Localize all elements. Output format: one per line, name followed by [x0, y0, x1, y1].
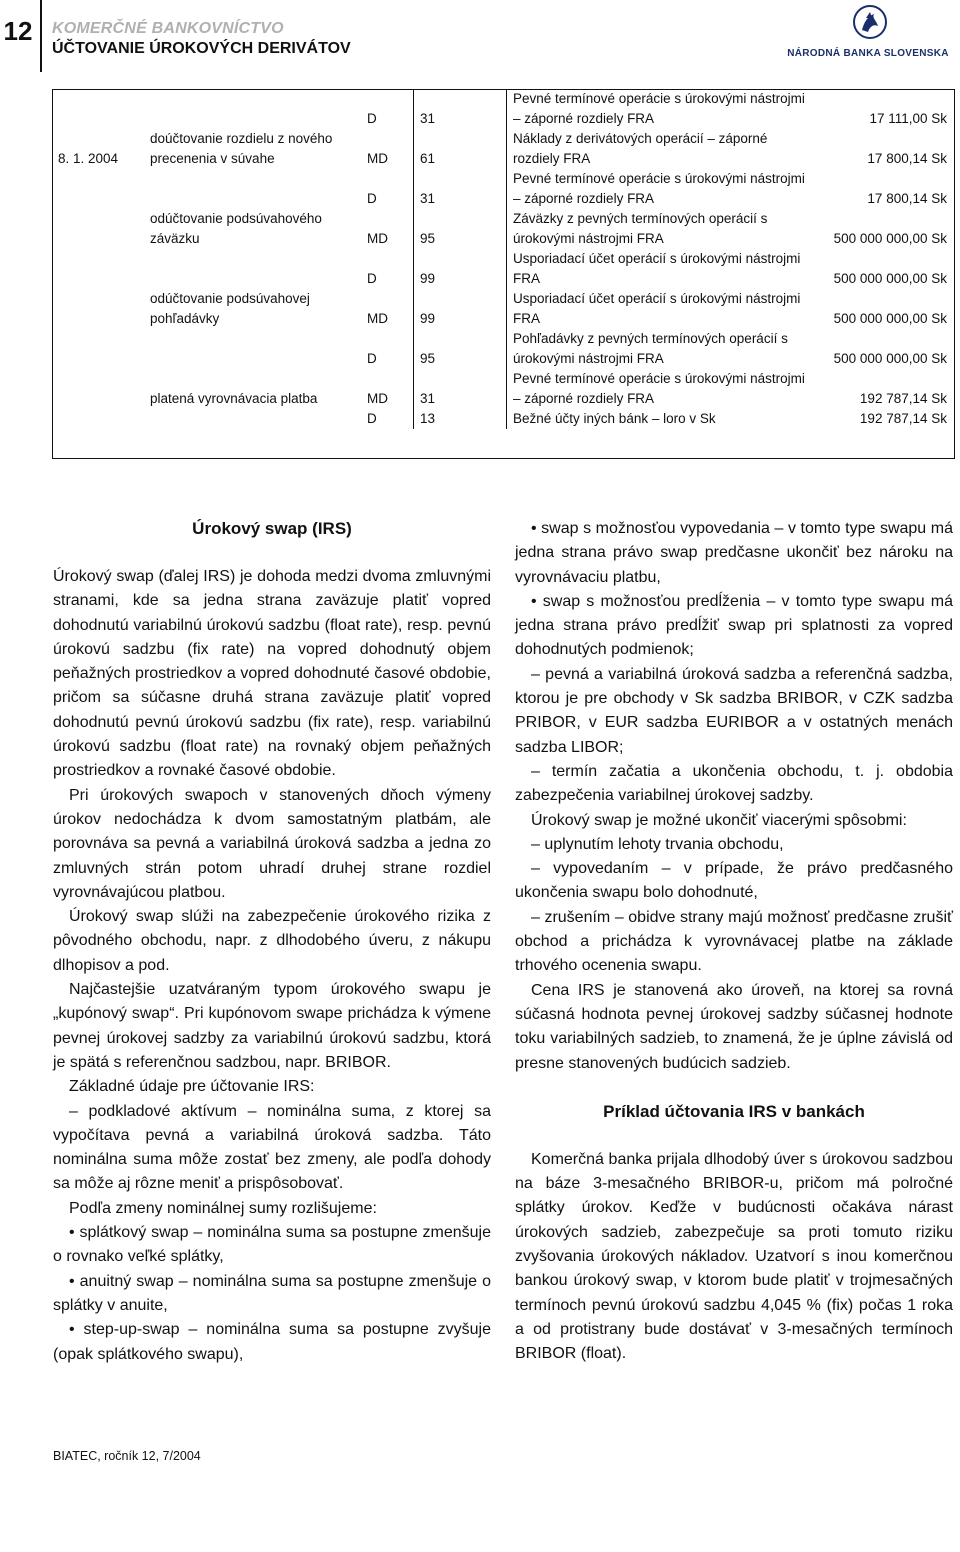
body-paragraph: • anuitný swap – nominálna suma sa postupne zmenšuje o splátky v anuite,: [53, 1272, 491, 1314]
ledger-side: D: [367, 351, 377, 366]
ledger-account: 31: [414, 169, 507, 209]
ledger-account: 95: [414, 329, 507, 369]
body-paragraph: • swap s možnosťou vypovedania – v tomto type swapu má jedna strana právo swap predčasne ukončiť bez nároku na vyrovnávaciu platbu,: [515, 520, 953, 586]
ledger-side: D: [367, 191, 377, 206]
body-paragraph: • splátkový swap – nominálna suma sa postupne zmenšuje o rovnako veľké splátky,: [53, 1224, 491, 1266]
section-subtitle: KOMERČNÉ BANKOVNÍCTVO: [52, 20, 284, 37]
ledger-date: [52, 209, 144, 249]
ledger-row: [52, 89, 955, 129]
ledger-row: [52, 209, 955, 249]
page-title: ÚČTOVANIE ÚROKOVÝCH DERIVÁTOV: [52, 40, 351, 57]
ledger-description: odúčtovanie podsúvahovej pohľadávky: [150, 291, 310, 326]
body-paragraph: Podľa zmeny nominálnej sumy rozlišujeme:: [69, 1199, 377, 1217]
ledger-amount: 17 800,14 Sk: [867, 151, 947, 166]
ledger-table: [52, 89, 955, 429]
footer-citation: BIATEC, ročník 12, 7/2004: [53, 1449, 201, 1463]
ledger-account-name: Záväzky z pevných termínových operácií s úrokovými nástrojmi FRA: [513, 211, 768, 246]
ledger-account: 61: [414, 129, 507, 169]
ledger-date: [52, 169, 144, 209]
ledger-date: 8. 1. 2004: [58, 151, 119, 166]
right-column: [515, 517, 953, 1367]
body-paragraph: – pevná a variabilná úroková sadzba a referenčná sadzba, ktorou je pre obchody v Sk sadzba BRIBOR, v CZK sadzba PRIBOR, v EUR sadzba EURIBOR a v ostatných menách sadzba LIBOR;: [515, 665, 953, 756]
ledger-account: 99: [414, 249, 507, 289]
body-paragraph: Úrokový swap (ďalej IRS) je dohoda medzi dvoma zmluvnými stranami, kde sa jedna strana zaväzuje platiť vopred dohodnutú variabilnú úrokovú sadzbu (float rate), resp. pevnú úrokovú sadzbu (fix rate) na vopred dohodnutý objem peňažných prostriedkov a vopred dohodnuté časové obdobie, pričom sa súčasne druhá strana zaväzuje platiť vopred dohodnutú pevnú úrokovú sadzbu (fix rate), resp. variabilnú úrokovú sadzbu (float rate) na rovnaký objem peňažných prostriedkov a rovnaké časové obdobie.: [53, 568, 491, 780]
ledger-row: [52, 329, 955, 369]
ledger-row: [52, 289, 955, 329]
page-number: 12: [3, 16, 33, 46]
ledger-account-name: Pevné termínové operácie s úrokovými nástrojmi – záporné rozdiely FRA: [513, 371, 805, 406]
ledger-account: 31: [414, 369, 507, 409]
publisher-logo: [780, 4, 956, 68]
ledger-amount: 500 000 000,00 Sk: [833, 351, 947, 366]
body-paragraph: – vypovedaním – v prípade, že právo predčasného ukončenia swapu bolo dohodnuté,: [515, 860, 953, 902]
ledger-account-name: Náklady z derivátových operácií – záporné rozdiely FRA: [513, 131, 768, 166]
ledger-account-name: Pohľadávky z pevných termínových operácií s úrokovými nástrojmi FRA: [513, 331, 788, 366]
ledger-account-name: Pevné termínové operácie s úrokovými nástrojmi – záporné rozdiely FRA: [513, 171, 805, 206]
ledger-amount: 192 787,14 Sk: [859, 411, 947, 426]
ledger-side: D: [367, 411, 377, 426]
left-column: [53, 517, 491, 1367]
example-paragraph: Komerčná banka prijala dlhodobý úver s úrokovou sadzbou na báze 3-mesačného BRIBOR-u, pričom má polročné splátky úrokov. Keďže v budúcnosti očakáva nárast úrokových sadzieb, zabezpečuje sa proti tomuto riziku zvyšovania úrokových nákladov. Uzatvorí s inou komerčnou bankou úrokový swap, v ktorom bude platiť v trojmesačných termínoch pevnú úrokovú sadzbu 4,045 % (fix) počas 1 roka a od protistrany bude dostávať v 3-mesačných termínoch BRIBOR (float).: [515, 1150, 953, 1363]
body-paragraph: Cena IRS je stanovená ako úroveň, na ktorej sa rovná súčasná hodnota pevnej úrokovej sadzby súčasnej hodnote toku variabilných sadzieb, to znamená, že je úplne závislá od presne stanovených budúcich sadzieb.: [515, 981, 953, 1072]
ledger-amount: 192 787,14 Sk: [859, 391, 947, 406]
body-paragraph: – uplynutím lehoty trvania obchodu,: [531, 835, 784, 853]
ledger-side: MD: [367, 231, 388, 246]
ledger-amount: 17 111,00 Sk: [869, 111, 947, 126]
nbs-emblem-icon: [852, 4, 888, 44]
logo-text: NÁRODNÁ BANKA SLOVENSKA: [787, 48, 949, 59]
ledger-description: [144, 89, 361, 129]
ledger-side: MD: [367, 311, 388, 326]
ledger-side: D: [367, 271, 377, 286]
ledger-description: [144, 329, 361, 369]
ledger-amount: 500 000 000,00 Sk: [833, 311, 947, 326]
section-heading-example: Príklad účtovania IRS v bankách: [603, 1101, 865, 1121]
ledger-account: 31: [414, 89, 507, 129]
ledger-description: odúčtovanie podsúvahového záväzku: [150, 211, 322, 246]
body-paragraph: Úrokový swap je možné ukončiť viacerými spôsobmi:: [531, 811, 907, 829]
ledger-account: 13: [414, 409, 507, 429]
body-paragraph: Najčastejšie uzatváraným typom úrokového swapu je „kupónový swap“. Pri kupónovom swape prichádza k výmene pevnej úrokovej sadzby za variabilnú úrokovú sadzbu, ktorá je spätá s referenčnou sadzbou, napr. BRIBOR.: [53, 981, 491, 1071]
body-paragraph: – termín začatia a ukončenia obchodu, t. j. obdobia zabezpečenia variabilnej úrokovej sadzby.: [515, 762, 953, 805]
body-paragraph: – podkladové aktívum – nominálna suma, z ktorej sa vypočítava pevná a variabilná úroková sadzba. Táto nominálna suma môže zostať bez zmeny, ale podľa dohody sa môže aj rôzne meniť a prispôsobovať.: [53, 1102, 491, 1193]
ledger-account: 95: [414, 209, 507, 249]
body-paragraph: Pri úrokových swapoch v stanovených dňoch výmeny úrokov nedochádza k dvom samostatným platbám, ale porovnáva sa pevná a variabilná úroková sadzba a jedna zo zmluvných strán potom uhradí druhej strane rozdiel vyrovnávajúcou platbou.: [53, 786, 491, 901]
ledger-row: [52, 409, 955, 429]
ledger-side: D: [367, 111, 377, 126]
ledger-date: [52, 409, 144, 429]
ledger-amount: 500 000 000,00 Sk: [833, 271, 947, 286]
ledger-description: [144, 169, 361, 209]
body-paragraph: Základné údaje pre účtovanie IRS:: [69, 1078, 315, 1096]
ledger-account-name: Usporiadací účet operácií s úrokovými nástrojmi FRA: [513, 291, 801, 326]
ledger-row: [52, 169, 955, 209]
body-paragraph: Úrokový swap slúži na zabezpečenie úrokového rizika z pôvodného obchodu, napr. z dlhodobého úveru, z nákupu dlhopisov a pod.: [53, 908, 491, 974]
body-paragraph: • swap s možnosťou predĺženia – v tomto type swapu má jedna strana právo predĺžiť swap pri splatnosti za vopred dohodnutých podmienok;: [515, 592, 953, 659]
ledger-side: MD: [367, 391, 388, 406]
ledger-date: [52, 369, 144, 409]
ledger-account: 99: [414, 289, 507, 329]
ledger-account-name: Usporiadací účet operácií s úrokovými nástrojmi FRA: [513, 251, 801, 286]
ledger-description: [144, 409, 361, 429]
ledger-description: doúčtovanie rozdielu z nového precenenia v súvahe: [150, 131, 333, 166]
section-heading-irs: Úrokový swap (IRS): [192, 519, 352, 538]
ledger-description: [144, 249, 361, 289]
ledger-date: [52, 249, 144, 289]
ledger-row: [52, 249, 955, 289]
ledger-description: platená vyrovnávacia platba: [150, 391, 318, 406]
ledger-date: [52, 289, 144, 329]
body-paragraph: • step-up-swap – nominálna suma sa postupne zvyšuje (opak splátkového swapu),: [53, 1321, 491, 1363]
header-divider: [40, 0, 42, 72]
ledger-account-name: Pevné termínové operácie s úrokovými nástrojmi – záporné rozdiely FRA: [513, 91, 805, 126]
ledger-side: MD: [367, 151, 388, 166]
ledger-row: [52, 129, 955, 169]
ledger-row: [52, 369, 955, 409]
ledger-date: [52, 329, 144, 369]
ledger-amount: 500 000 000,00 Sk: [833, 231, 947, 246]
ledger-account-name: Bežné účty iných bánk – loro v Sk: [513, 411, 716, 426]
ledger-amount: 17 800,14 Sk: [867, 191, 947, 206]
body-paragraph: – zrušením – obidve strany majú možnosť predčasne zrušiť obchod a prichádza k vyrovnávacej platbe na základe trhového ocenenia swapu.: [515, 908, 953, 975]
ledger-date: [52, 89, 144, 129]
